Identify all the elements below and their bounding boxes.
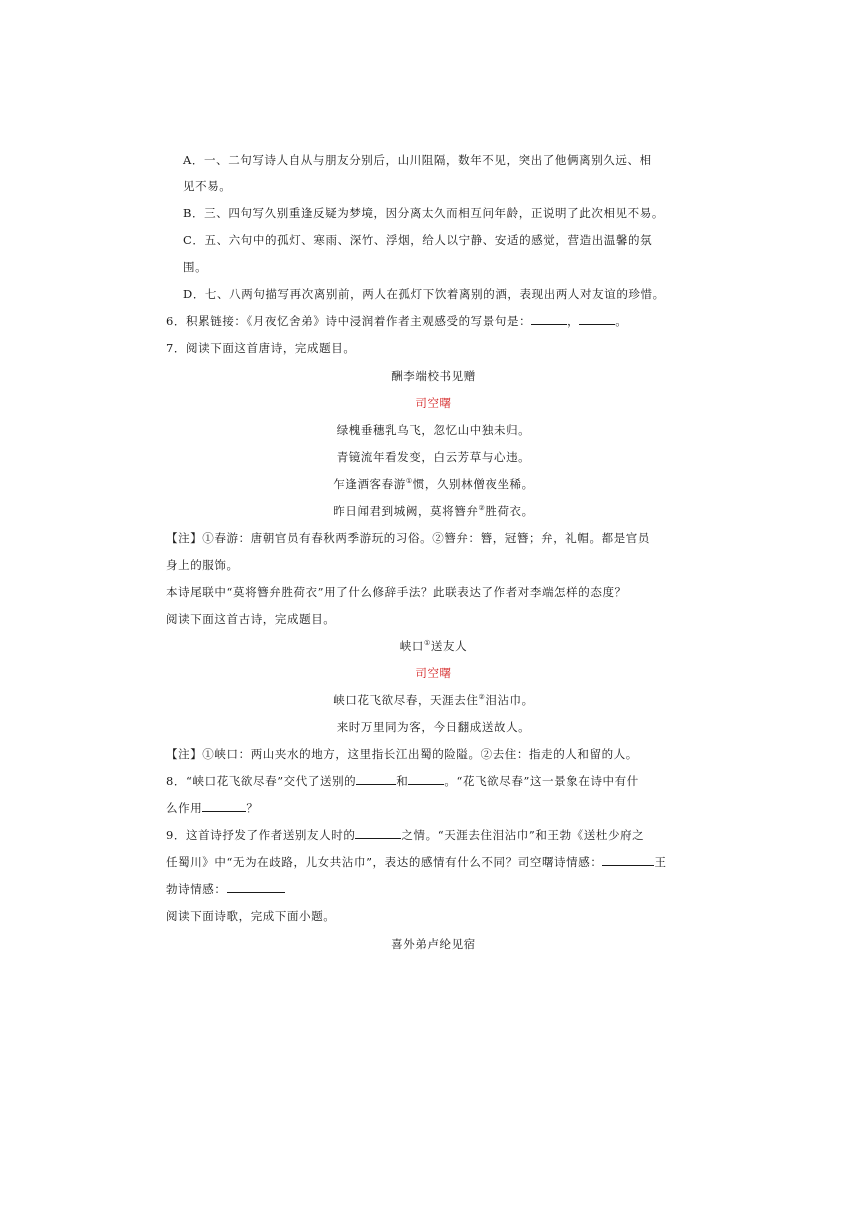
answer-blank[interactable] <box>355 826 401 839</box>
poem2-note: 【注】①峡口：两山夹水的地方，这里指长江出蜀的险隘。②去住：指走的人和留的人。 <box>166 747 638 761</box>
answer-blank[interactable] <box>227 880 285 893</box>
poem-note-line2: 身上的服饰。 <box>166 558 239 572</box>
question-6-end: 。 <box>615 314 628 328</box>
answer-blank[interactable] <box>356 772 396 785</box>
question-7: 本诗尾联中“莫将簪弁胜荷衣”用了什么修辞手法？此联表达了作者对李端怎样的态度？ <box>166 585 627 599</box>
question-9-text: 之情。“天涯去住泪沾巾”和王勃《送杜少府之 <box>401 828 645 842</box>
question-6-text: 6．积累链接：《月夜忆舍弟》诗中浸润着作者主观感受的写景句是： <box>166 314 532 328</box>
poem2-intro: 阅读下面这首古诗，完成题目。 <box>166 612 336 626</box>
poem-line <box>0 475 867 493</box>
poem-author: 司空曙 <box>415 396 452 410</box>
option-a-line2: 见不易。 <box>183 179 232 193</box>
poem-line: 绿槐垂穗乳乌飞，忽忆山中独未归。 <box>336 423 531 437</box>
answer-blank[interactable] <box>202 799 246 812</box>
question-9-line1 <box>166 826 644 844</box>
option-c-line2: 围。 <box>183 260 208 274</box>
question-8-text: 8．“峡口花飞欲尽春”交代了送别的 <box>166 774 357 788</box>
poem3-title: 喜外弟卢纶见宿 <box>391 937 476 951</box>
footnote-mark: ① <box>424 639 431 648</box>
poem2-title <box>0 637 867 655</box>
poem2-line-part: 峡口花飞欲尽春，天涯去住 <box>333 693 479 707</box>
poem-line-part: 胜荷衣。 <box>485 504 534 518</box>
poem-line-part: 昨日闻君到城阙，莫将簪弁 <box>333 504 479 518</box>
poem-line-part: 惯，久别林僧夜坐稀。 <box>412 477 534 491</box>
question-6-sep: ， <box>567 314 580 328</box>
question-8-line2 <box>166 799 258 817</box>
answer-blank[interactable] <box>602 853 654 866</box>
question-8-text: 和 <box>396 774 409 788</box>
poem-line <box>0 502 867 520</box>
poem2-line <box>0 691 867 709</box>
option-a-line1: A．一、二句写诗人自从与朋友分别后，山川阻隔，数年不见，突出了他俩离别久远、相 <box>183 153 652 167</box>
poem-note-line1: 【注】①春游：唐朝官员有春秋两季游玩的习俗。②簪弁：簪，冠簪；弁，礼帽。都是官员 <box>166 531 650 545</box>
poem-title: 酬李端校书见赠 <box>391 369 476 383</box>
footnote-mark: ② <box>478 504 486 513</box>
footnote-mark: ② <box>478 693 486 702</box>
poem3-intro: 阅读下面诗歌，完成下面小题。 <box>166 909 336 923</box>
question-9-text: 王 <box>654 855 667 869</box>
question-9-text: 9．这首诗抒发了作者送别友人时的 <box>166 828 356 842</box>
option-b: B．三、四句写久别重逢反疑为梦境，因分离太久而相互问年龄，正说明了此次相见不易。 <box>183 206 664 220</box>
poem2-title-part: 峡口 <box>399 639 424 653</box>
question-7-intro: 7．阅读下面这首唐诗，完成题目。 <box>166 341 356 355</box>
poem2-line-part: 泪沾巾。 <box>485 693 534 707</box>
poem-line: 青镜流年看发变，白云芳草与心违。 <box>336 450 531 464</box>
question-8-text: ？ <box>246 801 259 815</box>
question-9-text: 勃诗情感： <box>166 882 227 896</box>
option-d: D．七、八两句描写再次离别前，两人在孤灯下饮着离别的酒，表现出两人对友谊的珍惜。 <box>183 287 665 301</box>
question-8-text: 。“花飞欲尽春”这一景象在诗中有什 <box>444 774 639 788</box>
question-8-text: 么作用 <box>166 801 203 815</box>
question-9-line3 <box>166 880 285 898</box>
answer-blank[interactable] <box>531 312 567 325</box>
question-9-line2 <box>166 853 667 871</box>
footnote-mark: ① <box>405 477 413 486</box>
poem2-title-part: 送友人 <box>430 639 468 653</box>
question-9-text: 任蜀川》中“无为在歧路，儿女共沾巾”，表达的感情有什么不同？司空曙诗情感： <box>166 855 603 869</box>
answer-blank[interactable] <box>408 772 444 785</box>
option-c-line1: C．五、六句中的孤灯、寒雨、深竹、浮烟，给人以宁静、安适的感觉，营造出温馨的氛 <box>183 233 653 247</box>
question-6 <box>166 312 627 330</box>
poem-line-part: 乍逢酒客春游 <box>333 477 406 491</box>
answer-blank[interactable] <box>579 312 615 325</box>
poem2-line: 来时万里同为客，今日翻成送故人。 <box>336 720 531 734</box>
poem2-author: 司空曙 <box>415 666 452 680</box>
question-8-line1 <box>166 772 639 790</box>
